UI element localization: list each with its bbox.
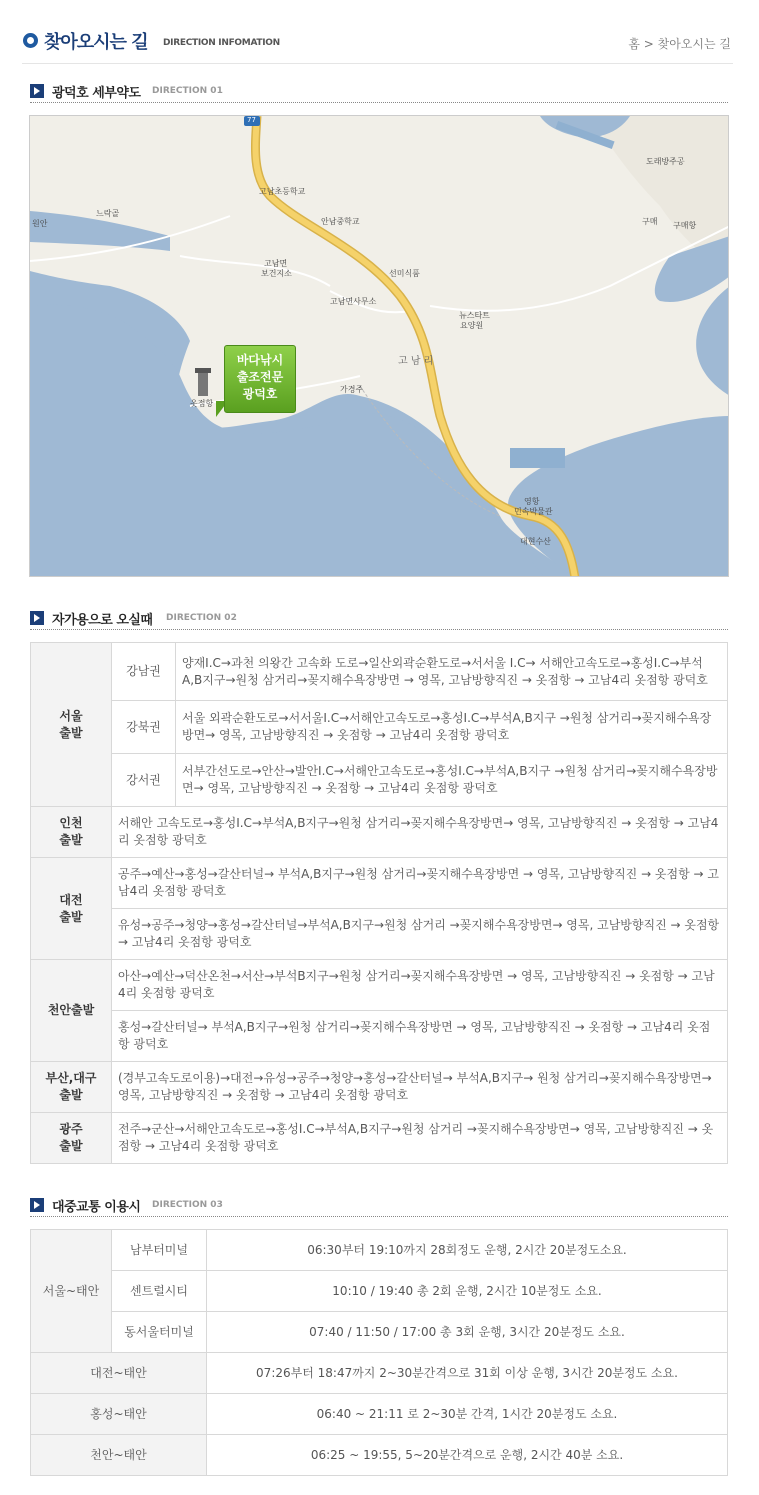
route-text: 서울 외곽순환도로→서서울I.C→서해안고속도로→홍성I.C→부석A,B지구 →원청 삼거리→꽂지해수욕장방면→ 영목, 고남방향직진 → 옷점항 → 고남4리 옷점항 광덕호	[176, 701, 728, 754]
section-transit-heading	[30, 1196, 728, 1218]
terminal-cell: 동서울터미널	[112, 1312, 207, 1353]
map-label: 고남면사무소	[330, 297, 377, 306]
table-row	[31, 1271, 728, 1312]
route-cell: 대전~태안	[31, 1353, 207, 1394]
map-label: 요양원	[460, 321, 484, 330]
transit-table	[30, 1229, 728, 1476]
route-badge: 77	[247, 116, 256, 124]
section-tag: DIRECTION 02	[166, 613, 237, 623]
table-row	[31, 1230, 728, 1271]
map-label: 느락골	[96, 209, 120, 218]
table-row	[31, 858, 728, 909]
car-route-table	[30, 642, 728, 1164]
play-bullet-icon	[30, 84, 44, 98]
callout-line: 광덕호	[242, 387, 278, 401]
route-text: 아산→예산→덕산온천→서산→부석B지구→원청 삼거리→꽂지해수욕장방면 → 영목, 고남방향직진 → 옷점항 → 고남4리 옷점항 광덕호	[112, 960, 728, 1011]
map-label: 도래방주공	[646, 157, 685, 166]
map-label: 원안	[32, 219, 48, 228]
route-text: (경부고속도로이용)→대전→유성→공주→청양→홍성→갈산터널→ 부석A,B지구→ 원청 삼거리→꽂지해수욕장방면→ 영목, 고남방향직진 → 옷점항 → 고남4리 옷점항 광덕호	[112, 1062, 728, 1113]
table-row	[31, 1011, 728, 1062]
breadcrumb-separator: >	[643, 37, 654, 51]
map-label: 구매	[642, 217, 658, 226]
table-row	[31, 960, 728, 1011]
route-text: 유성→공주→청양→홍성→갈산터널→부석A,B지구→원청 삼거리 →꽂지해수욕장방면→ 영목, 고남방향직진 → 옷점항 → 고남4리 옷점항 광덕호	[112, 909, 728, 960]
map-graphic	[30, 116, 729, 577]
map-label: 가경주	[340, 385, 364, 394]
breadcrumb-current: 찾아오시는 길	[657, 37, 731, 51]
schedule-cell: 06:25 ~ 19:55, 5~20분간격으로 운행, 2시간 40분 소요.	[207, 1435, 728, 1476]
dotted-divider	[30, 102, 728, 103]
route-text: 홍성→갈산터널→ 부석A,B지구→원청 삼거리→꽂지해수욕장방면 → 영목, 고남방향직진 → 옷점항 → 고남4리 옷점항 광덕호	[112, 1011, 728, 1062]
schedule-cell: 07:40 / 11:50 / 17:00 총 3회 운행, 3시간 20분정도 소요.	[207, 1312, 728, 1353]
shop-callout	[224, 345, 296, 413]
area-map[interactable]	[29, 115, 729, 577]
section-tag: DIRECTION 01	[152, 86, 223, 96]
map-label: 안남중학교	[321, 217, 360, 226]
map-label: 영항	[524, 497, 540, 506]
map-label: 고 남 리	[398, 356, 434, 367]
region-cell: 인천 출발	[31, 807, 112, 858]
map-label: 고남초등학교	[259, 187, 306, 196]
table-row	[31, 1312, 728, 1353]
subregion-cell: 강남권	[112, 643, 176, 701]
page-header	[0, 0, 759, 64]
page-title: 찾아오시는 길	[44, 32, 148, 53]
map-label: 고남면	[264, 259, 288, 268]
table-row	[31, 1113, 728, 1164]
map-label: 선미식품	[389, 269, 420, 278]
schedule-cell: 06:30부터 19:10까지 28회정도 운행, 2시간 20분정도소요.	[207, 1230, 728, 1271]
map-label: 옷점항	[190, 399, 214, 408]
region-cell: 대전 출발	[31, 858, 112, 960]
region-cell: 광주 출발	[31, 1113, 112, 1164]
table-row	[31, 701, 728, 754]
schedule-cell: 10:10 / 19:40 총 2회 운행, 2시간 10분정도 소요.	[207, 1271, 728, 1312]
map-label: 대현수산	[520, 537, 551, 546]
map-label: 구매항	[673, 221, 697, 230]
route-text: 공주→예산→홍성→갈산터널→ 부석A,B지구→원청 삼거리→꽂지해수욕장방면 → 영목, 고남방향직진 → 옷점항 → 고남4리 옷점항 광덕호	[112, 858, 728, 909]
table-row	[31, 1062, 728, 1113]
dotted-divider	[30, 1216, 728, 1217]
terminal-cell: 센트럴시티	[112, 1271, 207, 1312]
subregion-cell: 강서권	[112, 754, 176, 807]
callout-line: 바다낚시	[236, 353, 284, 367]
title-bullet-icon	[23, 33, 38, 48]
map-label: 민속박물관	[514, 507, 553, 516]
section-title: 광덕호 세부약도	[52, 86, 141, 101]
section-title: 자가용으로 오실때	[52, 613, 153, 628]
section-car-heading	[30, 609, 728, 631]
section-title: 대중교통 이용시	[52, 1200, 141, 1215]
play-bullet-icon	[30, 611, 44, 625]
page-subtitle: DIRECTION INFOMATION	[163, 38, 280, 48]
section-map-heading	[30, 82, 728, 104]
map-label: 뉴스타트	[459, 311, 490, 320]
route-text: 서해안 고속도로→홍성I.C→부석A,B지구→원청 삼거리→꽂지해수욕장방면→ 영목, 고남방향직진 → 옷점항 → 고남4리 옷점항 광덕호	[112, 807, 728, 858]
breadcrumb-home[interactable]: 홈	[628, 37, 640, 51]
table-row	[31, 1435, 728, 1476]
region-cell: 천안출발	[31, 960, 112, 1062]
table-row	[31, 909, 728, 960]
table-row	[31, 643, 728, 701]
table-row	[31, 754, 728, 807]
route-text: 전주→군산→서해안고속도로→홍성I.C→부석A,B지구→원청 삼거리 →꽂지해수욕장방면→ 영목, 고남방향직진 → 옷점항 → 고남4리 옷점항 광덕호	[112, 1113, 728, 1164]
table-row	[31, 1394, 728, 1435]
dotted-divider	[30, 629, 728, 630]
section-tag: DIRECTION 03	[152, 1200, 223, 1210]
map-label: 보건지소	[261, 269, 292, 278]
route-cell: 서울~태안	[31, 1230, 112, 1353]
table-row	[31, 1353, 728, 1394]
breadcrumb	[628, 35, 731, 52]
play-bullet-icon	[30, 1198, 44, 1212]
terminal-cell: 남부터미널	[112, 1230, 207, 1271]
route-cell: 홍성~태안	[31, 1394, 207, 1435]
callout-line: 출조전문	[236, 370, 284, 384]
route-cell: 천안~태안	[31, 1435, 207, 1476]
region-cell: 부산,대구 출발	[31, 1062, 112, 1113]
schedule-cell: 07:26부터 18:47까지 2~30분간격으로 31회 이상 운행, 3시간 20분정도 소요.	[207, 1353, 728, 1394]
schedule-cell: 06:40 ~ 21:11 로 2~30분 간격, 1시간 20분정도 소요.	[207, 1394, 728, 1435]
header-divider	[22, 63, 733, 64]
region-cell: 서울 출발	[31, 643, 112, 807]
route-text: 양재I.C→과천 의왕간 고속화 도로→일산외곽순환도로→서서울 I.C→ 서해안고속도로→홍성I.C→부석A,B지구→원청 삼거리→꽂지해수욕장방면 → 영목, 고남방향직진 → 옷점항 → 고남4리 옷점항 광덕호	[176, 643, 728, 701]
subregion-cell: 강북권	[112, 701, 176, 754]
route-text: 서부간선도로→안산→발안I.C→서해안고속도로→홍성I.C→부석A,B지구 →원청 삼거리→꽂지해수욕장방면→ 영목, 고남방향직진 → 옷점항 → 고남4리 옷점항 광덕호	[176, 754, 728, 807]
table-row	[31, 807, 728, 858]
